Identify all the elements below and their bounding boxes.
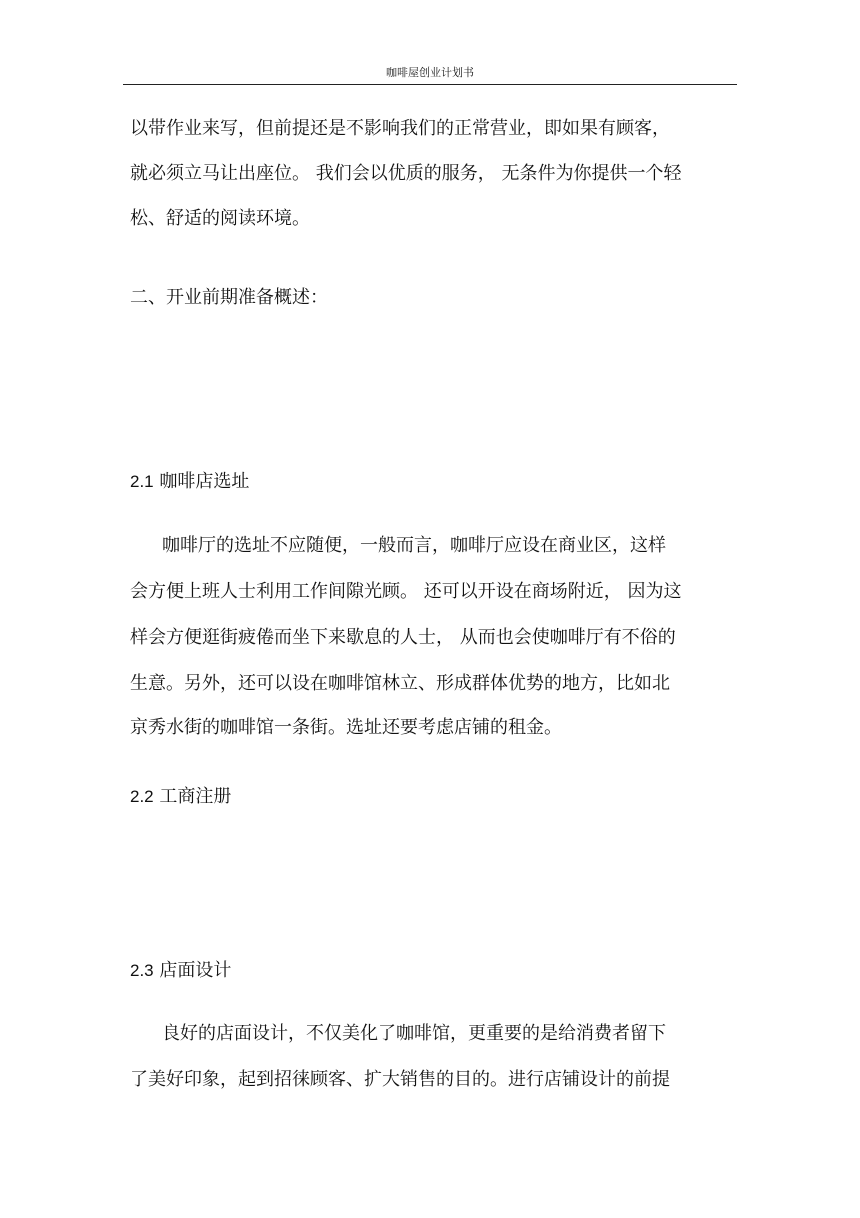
section-2-3-number: 2.3	[130, 961, 154, 980]
section-2-heading: 二、开业前期准备概述：	[130, 287, 328, 308]
intro-line-3: 松、舒适的阅读环境。	[130, 208, 310, 229]
section-2-2-title: 工商注册	[159, 786, 232, 807]
section-2-2-number: 2.2	[130, 787, 154, 806]
section-2-1-line-2: 会方便上班人士利用工作间隙光顾。 还可以开设在商场附近， 因为这	[130, 581, 682, 602]
intro-line-2: 就必须立马让出座位。 我们会以优质的服务， 无条件为你提供一个轻	[130, 163, 682, 184]
section-2-1-heading	[130, 470, 249, 494]
page-header	[123, 60, 737, 85]
section-2-1-line-3: 样会方便逛街疲倦而坐下来歇息的人士， 从而也会使咖啡厅有不俗的	[130, 627, 676, 648]
page-header-title: 咖啡屋创业计划书	[386, 66, 474, 79]
section-2-1-number: 2.1	[130, 472, 154, 491]
section-2-1-line-4: 生意。另外，还可以设在咖啡馆林立、形成群体优势的地方，比如北	[130, 673, 670, 694]
section-2-2-heading	[130, 785, 231, 809]
section-2-1-line-5: 京秀水街的咖啡馆一条街。选址还要考虑店铺的租金。	[130, 717, 562, 738]
section-2-3-line-1: 良好的店面设计，不仅美化了咖啡馆，更重要的是给消费者留下	[162, 1023, 666, 1044]
section-2-3-heading	[130, 959, 231, 983]
section-2-3-line-2: 了美好印象，起到招徕顾客、扩大销售的目的。进行店铺设计的前提	[130, 1069, 670, 1090]
section-2-1-line-1: 咖啡厅的选址不应随便，一般而言，咖啡厅应设在商业区，这样	[162, 535, 666, 556]
section-2-1-title: 咖啡店选址	[159, 471, 250, 492]
intro-line-1: 以带作业来写，但前提还是不影响我们的正常营业，即如果有顾客，	[130, 118, 670, 139]
section-2-3-title: 店面设计	[159, 960, 232, 981]
